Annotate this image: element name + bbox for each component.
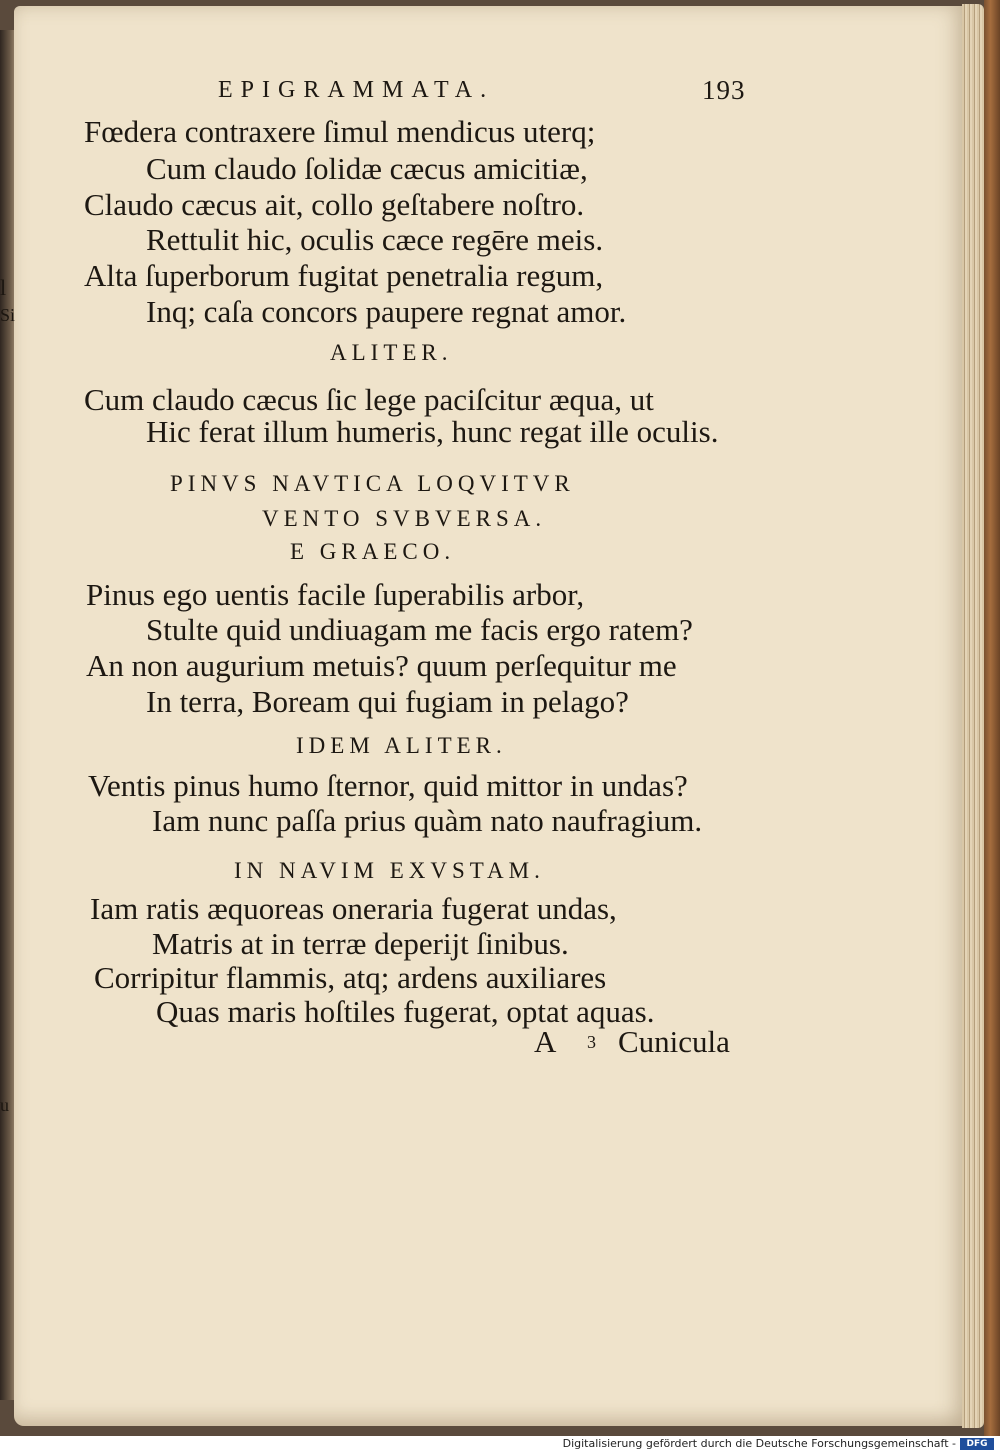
verse-line: An non augurium metuis? quum perſequitur me <box>86 648 677 683</box>
verse-line: Stulte quid undiuagam me facis ergo ratem? <box>146 612 693 647</box>
verse-line: Alta ſuperborum fugitat penetralia regum, <box>84 258 604 293</box>
section-heading: IN NAVIM EXVSTAM. <box>234 858 545 883</box>
dfg-logo: DFG <box>960 1438 994 1450</box>
page-number: 193 <box>702 75 746 105</box>
verse-line: Hic ferat illum humeris, hunc regat ille oculis. <box>146 414 719 449</box>
running-head: EPIGRAMMATA. <box>218 77 495 103</box>
verse-line: Inq; caſa concors paupere regnat amor. <box>146 294 627 329</box>
footer-bar <box>0 1436 1000 1452</box>
margin-fragment: Si <box>0 305 16 325</box>
verse-line: Ventis pinus humo ſternor, quid mittor in undas? <box>88 768 688 803</box>
verse-line: Matris at in terræ deperijt ſinibus. <box>152 926 569 961</box>
verse-line: In terra, Boream qui fugiam in pelago? <box>146 684 629 719</box>
margin-fragment: u <box>0 1095 9 1115</box>
signature-number: 3 <box>587 1032 596 1052</box>
section-heading: IDEM ALITER. <box>296 733 507 758</box>
section-heading: E GRAECO. <box>290 539 456 564</box>
verse-line: Cum claudo ſolidæ cæcus amicitiæ, <box>146 151 588 186</box>
verse-line: Iam ratis æquoreas oneraria fugerat undas, <box>90 891 617 926</box>
margin-fragment: l <box>0 275 7 300</box>
verse-line: Rettulit hic, oculis cæce regēre meis. <box>146 222 604 257</box>
section-heading: VENTO SVBVERSA. <box>262 506 547 531</box>
verse-line: Pinus ego uentis facile ſuperabilis arbor, <box>86 577 585 612</box>
verse-line: Claudo cæcus ait, collo geſtabere noſtro. <box>84 187 585 222</box>
verse-line: Quas maris hoſtiles fugerat, optat aquas. <box>156 994 655 1029</box>
verse-line: Cum claudo cæcus ſic lege paciſcitur æqua, ut <box>84 382 654 417</box>
funding-notice: Digitalisierung gefördert durch die Deutsche Forschungsgemeinschaft - <box>562 1437 956 1450</box>
verse-line: Iam nunc paſſa prius quàm nato naufragium. <box>152 803 703 838</box>
section-heading: ALITER. <box>330 340 453 365</box>
section-heading: PINVS NAVTICA LOQVITVR <box>170 471 575 496</box>
signature-mark: A <box>534 1024 557 1059</box>
catchword: Cunicula <box>618 1024 730 1059</box>
verse-line: Corripitur flammis, atq; ardens auxiliares <box>94 960 607 995</box>
verse-line: Fœdera contraxere ſimul mendicus uterq; <box>84 114 596 149</box>
